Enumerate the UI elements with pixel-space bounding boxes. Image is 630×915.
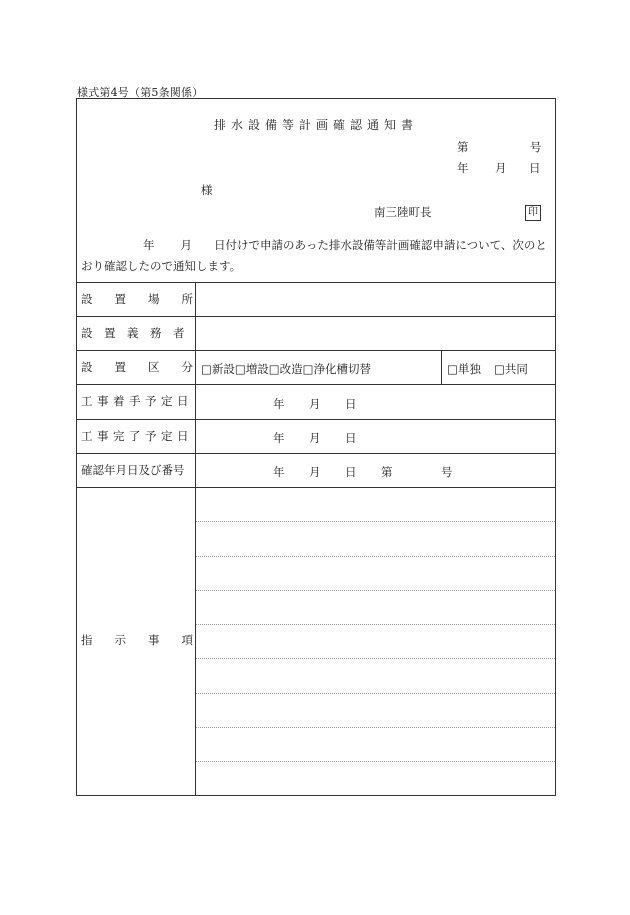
completion-day-label: 日	[345, 431, 357, 445]
number-suffix: 号	[530, 140, 542, 154]
confirm-month-label: 月	[309, 465, 321, 479]
start-year-label: 年	[273, 397, 285, 411]
confirm-day-label: 日	[345, 465, 357, 479]
date-year-label: 年	[457, 161, 469, 175]
completion-year-label: 年	[273, 431, 285, 445]
label-start-date-text: 工事着手予定日	[81, 394, 193, 408]
instruction-line	[196, 693, 555, 694]
body-year-label: 年	[143, 238, 155, 252]
form-code: 様式第4号（第5条関係）	[77, 86, 204, 99]
label-instructions	[81, 623, 215, 657]
body-line1-text: 日付けで申請のあった排水設備等計画確認申請について、次のと	[214, 238, 547, 252]
issuer-name: 南三陸町長	[374, 205, 432, 219]
instruction-line	[196, 624, 555, 625]
label-instructions-text: 指示事項	[81, 633, 215, 647]
confirm-number-prefix: 第	[381, 465, 393, 479]
label-category	[81, 350, 215, 384]
label-category-text: 設置区分	[81, 360, 215, 374]
instruction-line	[196, 727, 555, 728]
category-options[interactable]: □新設□増設□改造□浄化槽切替	[201, 362, 371, 376]
label-completion-date	[81, 419, 193, 453]
label-obligor-text: 設置義務者	[81, 326, 196, 340]
row-divider	[77, 487, 555, 488]
label-completion-date-text: 工事完了予定日	[81, 429, 193, 443]
addressee-suffix: 様	[201, 183, 213, 197]
confirm-number-suffix: 号	[441, 465, 453, 479]
confirm-year-label: 年	[273, 465, 285, 479]
notice-body-line1	[81, 235, 555, 256]
instruction-line	[196, 556, 555, 557]
date-month-label: 月	[495, 161, 507, 175]
instruction-line	[196, 521, 555, 522]
option-joint[interactable]: □共同	[494, 362, 528, 376]
seal-mark: 印	[525, 205, 541, 221]
notice-form	[76, 98, 556, 796]
instruction-line	[196, 761, 555, 762]
category-divider	[441, 350, 442, 384]
form-title: 排水設備等計画確認通知書	[213, 118, 418, 132]
label-obligor	[81, 316, 196, 350]
instruction-line	[196, 658, 555, 659]
notice-body	[81, 235, 555, 277]
option-single[interactable]: □単独	[447, 362, 481, 376]
label-confirmation	[81, 453, 193, 487]
completion-month-label: 月	[309, 431, 321, 445]
start-month-label: 月	[309, 397, 321, 411]
label-location	[81, 282, 215, 316]
notice-body-line2: おり確認したので通知します。	[81, 259, 242, 273]
body-month-label: 月	[180, 238, 192, 252]
start-day-label: 日	[345, 397, 357, 411]
label-start-date	[81, 384, 193, 418]
instruction-line	[196, 590, 555, 591]
label-confirmation-text: 確認年月日及び番号	[81, 463, 185, 477]
date-day-label: 日	[529, 161, 541, 175]
label-location-text: 設置場所	[81, 292, 215, 306]
number-prefix: 第	[457, 140, 469, 154]
